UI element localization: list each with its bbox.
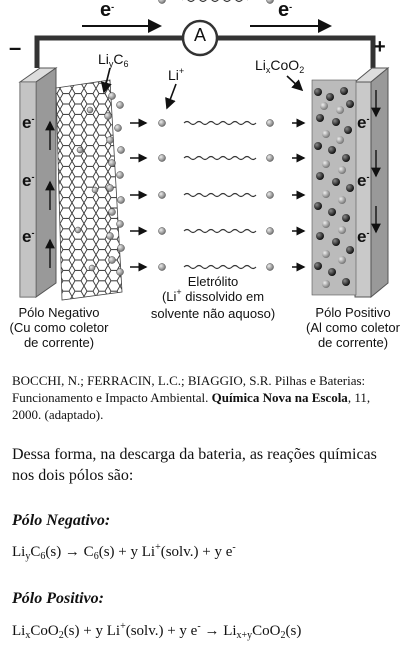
- electron-in-negative-3: e-: [22, 227, 35, 246]
- positive-sign: +: [374, 36, 386, 58]
- positive-pole-heading: Pólo Positivo:: [12, 590, 104, 607]
- negative-sign: –: [9, 35, 22, 60]
- electron-in-negative-2: e-: [22, 171, 35, 190]
- electron-in-positive-2: e-: [357, 171, 370, 190]
- intro-paragraph: Dessa forma, na descarga da bateria, as reações químicas nos dois pólos são:: [12, 446, 377, 484]
- electron-in-positive-3: e-: [357, 227, 370, 246]
- negative-pole-label: Pólo Negativo (Cu como coletor de corrente): [9, 305, 109, 350]
- cathode-material-label: $Li_xCoO_2$: [255, 57, 305, 75]
- negative-pole-heading: Pólo Negativo:: [12, 512, 111, 529]
- ion-label: Li+: [168, 66, 185, 83]
- electron-in-positive-1: e-: [357, 113, 370, 132]
- positive-pole-label: Pólo Positivo (Al como coletor de corrente): [306, 305, 400, 350]
- reference-citation: BOCCHI, N.; FERRACIN, L.C.; BIAGGIO, S.R. Pilhas e Baterias: Funcionamento e Impacto Ambiental. Química Nova na Escola, 11, 2000. (adaptado).: [12, 373, 371, 422]
- electron-label-left: e-: [100, 0, 115, 21]
- negative-pole-equation: $Li_yC_6(s) \to C_6(s) + y$ Li+(solv.) + y e-: [12, 542, 236, 562]
- electron-label-right: e-: [278, 0, 293, 21]
- electrolyte-label: Eletrólito (Li+ dissolvido em solvente não aquoso): [150, 274, 276, 321]
- ammeter-symbol: A: [193, 25, 206, 45]
- anode-material-label: $Li_yC_6$: [98, 51, 129, 69]
- electron-in-negative-1: e-: [22, 113, 35, 132]
- positive-pole-equation: $Li_xCoO_2(s) + y$ Li+(solv.) + y $e^- \to Li_{x+y}CoO_2(s)$: [12, 621, 302, 641]
- lithium-ions: [159, 120, 274, 271]
